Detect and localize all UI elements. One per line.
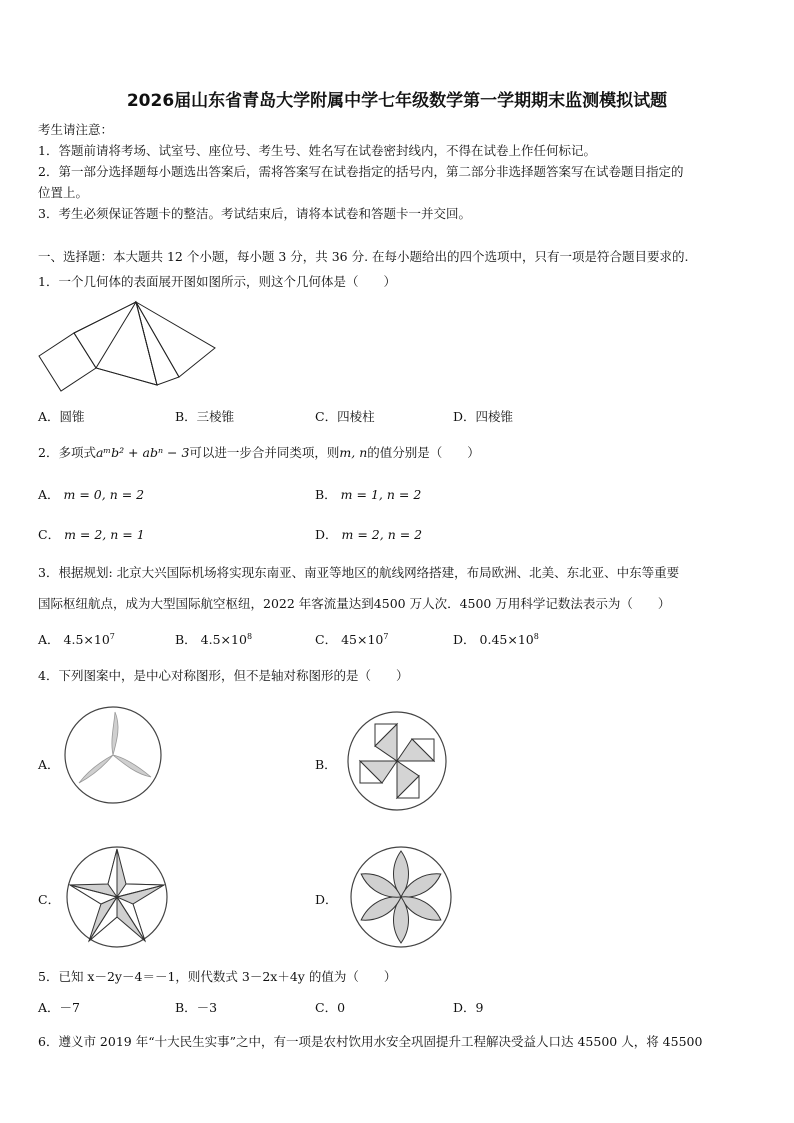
question-2-option-a: A． m = 0, n = 2 — [38, 487, 145, 502]
question-1-option-a: A．圆锥 — [38, 409, 85, 424]
question-2-option-b: B． m = 1, n = 2 — [315, 487, 422, 502]
question-2-vars: m, n — [339, 445, 368, 460]
question-5-option-a: A．－7 — [38, 1000, 80, 1015]
question-1-option-d: D．四棱锥 — [453, 409, 514, 424]
question-3-stem: 3．根据规划: 北京大兴国际机场将实现东南亚、南亚等地区的航线网络搭建，布局欧洲、北美、东北亚、中东等重要 — [38, 565, 680, 580]
question-4-label-c: C． — [38, 892, 61, 907]
question-4-label-d: D． — [315, 892, 338, 907]
section-heading: 一、选择题：本大题共 12 个小题，每小题 3 分，共 36 分. 在每小题给出的四个选项中，只有一项是符合题目要求的. — [38, 249, 689, 264]
notice-item: 1．答题前请将考场、试室号、座位号、考生号、姓名写在试卷密封线内，不得在试卷上作任何标记。 — [38, 143, 596, 158]
question-1-option-c: C．四棱柱 — [315, 409, 375, 424]
question-2-stem-pre: 2．多项式 — [38, 445, 96, 460]
tripod-pattern-figure — [62, 704, 164, 806]
notice-item: 2．第一部分选择题每小题选出答案后，需将答案写在试卷指定的括号内，第二部分非选择题答案写在试卷题目指定的 — [38, 164, 684, 179]
question-5-stem: 5．已知 x－2y－4＝－1，则代数式 3－2x＋4y 的值为（ ） — [38, 969, 397, 984]
notice-item: 3．考生必须保证答题卡的整洁。考试结束后，请将本试卷和答题卡一并交回。 — [38, 206, 471, 221]
question-3-stem: 国际枢纽航点，成为大型国际航空枢纽，2022 年客流量达到4500 万人次．4500 万用科学记数法表示为（ ） — [38, 596, 671, 611]
question-5-option-b: B．－3 — [175, 1000, 218, 1015]
question-1-stem: 1．一个几何体的表面展开图如图所示，则这个几何体是（ ） — [38, 274, 396, 289]
notice-item: 位置上。 — [38, 185, 89, 200]
question-1-option-b: B．三棱锥 — [175, 409, 235, 424]
question-4-stem: 4．下列图案中，是中心对称图形，但不是轴对称图形的是（ ） — [38, 668, 409, 683]
question-4-label-b: B． — [315, 757, 337, 772]
net-diagram — [36, 298, 221, 398]
notice-heading: 考生请注意： — [38, 122, 114, 137]
question-2-option-d: D． m = 2, n = 2 — [315, 527, 423, 542]
question-5-option-d: D．9 — [453, 1000, 484, 1015]
question-5-option-c: C．0 — [315, 1000, 346, 1015]
question-6-stem: 6．遵义市 2019 年“十大民生实事”之中，有一项是农村饮用水安全巩固提升工程解决受益人口达 45500 人，将 45500 — [38, 1034, 703, 1049]
pinwheel-figure — [346, 710, 448, 812]
page-title: 2026届山东省青岛大学附属中学七年级数学第一学期期末监测模拟试题 — [126, 91, 668, 111]
question-4-label-a: A． — [38, 757, 60, 772]
question-2-stem-mid: 可以进一步合并同类项，则 — [189, 445, 340, 460]
question-3-option-a: A． $4.5\times 10^7$ — [38, 631, 115, 647]
star-figure — [65, 845, 169, 949]
question-3-option-c: C． $45\times 10^7$ — [315, 631, 389, 647]
question-2-option-c: C． m = 2, n = 1 — [38, 527, 145, 542]
question-2-polynomial: aᵐb² + abⁿ − 3 — [95, 445, 190, 460]
flower-figure — [349, 845, 453, 949]
question-2-stem — [38, 443, 480, 461]
question-3-option-b: B． $4.5\times 10^8$ — [175, 631, 253, 647]
question-3-option-d: D． $0.45\times 10^8$ — [453, 631, 539, 647]
question-2-stem-post: 的值分别是（ ） — [367, 445, 480, 460]
